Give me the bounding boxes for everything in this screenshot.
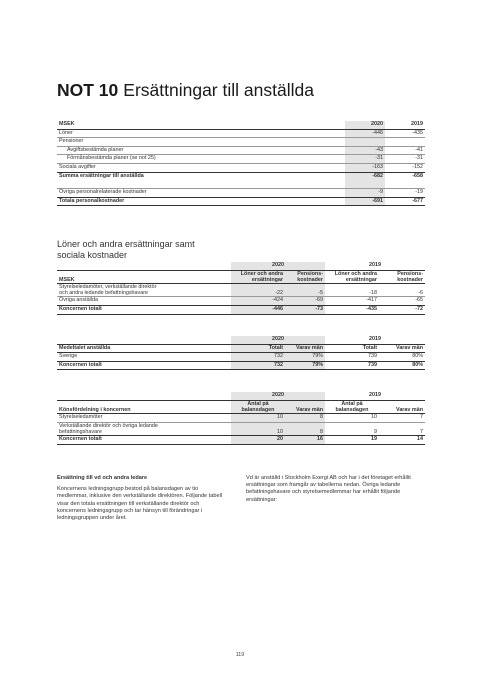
table-total-row: Koncernen totalt 732 79% 739 80%	[57, 361, 425, 370]
right-text-column	[246, 475, 414, 504]
table-header-row: MSEK 2020 2019	[57, 121, 425, 129]
table-total-row: Totala personalkostnader -691 -677	[57, 197, 425, 206]
table-subtotal-row: Summa ersättningar till anställda -682 -658	[59, 172, 423, 179]
section-heading: Löner och andra ersättningar samt sociala kostnader	[57, 239, 195, 260]
table-row: Sverige 732 79% 739 80%	[57, 353, 425, 362]
year-header-row: 2020 2019	[57, 336, 425, 344]
table-header-row: MSEK Löner och andra ersättningar Pensions- kostnader Löner och andra ersättningar Pensions- kostnader	[59, 270, 423, 283]
personnel-costs-table	[57, 121, 425, 206]
note-number: NOT 10	[57, 80, 119, 100]
body-paragraph: Koncernens ledningsgrupp bestod på balansdagen av tio medlemmar, inklusive den verkställande direktören. Följande tabell visar den totala ersättningen till verkställande direktör och koncernens ledningsgrupp och tar hänsyn till förändringar i ledningsgruppen under året.	[57, 486, 223, 522]
table-total-row: Koncernen totalt 20 16 19 14	[57, 436, 425, 445]
year-header-row: 2020 2019	[57, 262, 425, 270]
gender-distribution-table	[57, 392, 425, 445]
section-subheading: Ersättning till vd och andra ledare	[57, 475, 148, 481]
table-header-row: Könsfördelning i koncernen Antal på balansdagen Varav män Antal på balansdagen Varav män	[59, 400, 423, 413]
table-row: Pensioner	[57, 138, 425, 147]
salaries-table	[57, 262, 425, 315]
table-row: Övriga anställda -424 -69 -417 -65	[57, 297, 425, 306]
table-total-row: Koncernen totalt -446 -73 -435 -72	[57, 306, 425, 315]
note-heading: Ersättningar till anställda	[123, 80, 314, 100]
year-header-row: 2020 2019	[57, 392, 425, 400]
average-employees-table	[57, 336, 425, 370]
table-row: Styrelseledamöter 10 8 10 7	[57, 414, 425, 423]
table-header-row: Medeltalet anställda Totalt Varav män Totalt Varav män	[57, 344, 425, 353]
page-number: 119	[235, 652, 245, 658]
body-paragraph: Vd är anställd i Stockholm Exergi AB och har i det företaget erhållit ersättningar som framgår av tabellerna nedan. Övriga ledande befattningshavare och styrelsemedlemmar har erhållit följande ersättningar:	[246, 475, 411, 503]
table-row: Övriga personalrelaterade kostnader -9 -19	[57, 189, 425, 198]
table-spacer-row	[57, 180, 425, 189]
table-row: Förmånsbestämda planer (se not 25) -31 -31	[57, 155, 425, 164]
left-text-column	[57, 475, 225, 522]
table-row: Avgiftsbestämda planer -43 -41	[57, 146, 425, 155]
table-row: Löner -446 -435	[57, 129, 425, 138]
table-row: Styrelseledamöter, verkställande direktör och andra ledande befattningshavare -22 -5 -18 -6	[59, 284, 423, 297]
table-row: Verkställande direktör och övriga ledande befattningshavare 10 8 9 7	[59, 422, 423, 435]
note-title	[57, 80, 314, 101]
table-row: Sociala avgifter -163 -152	[57, 163, 425, 172]
